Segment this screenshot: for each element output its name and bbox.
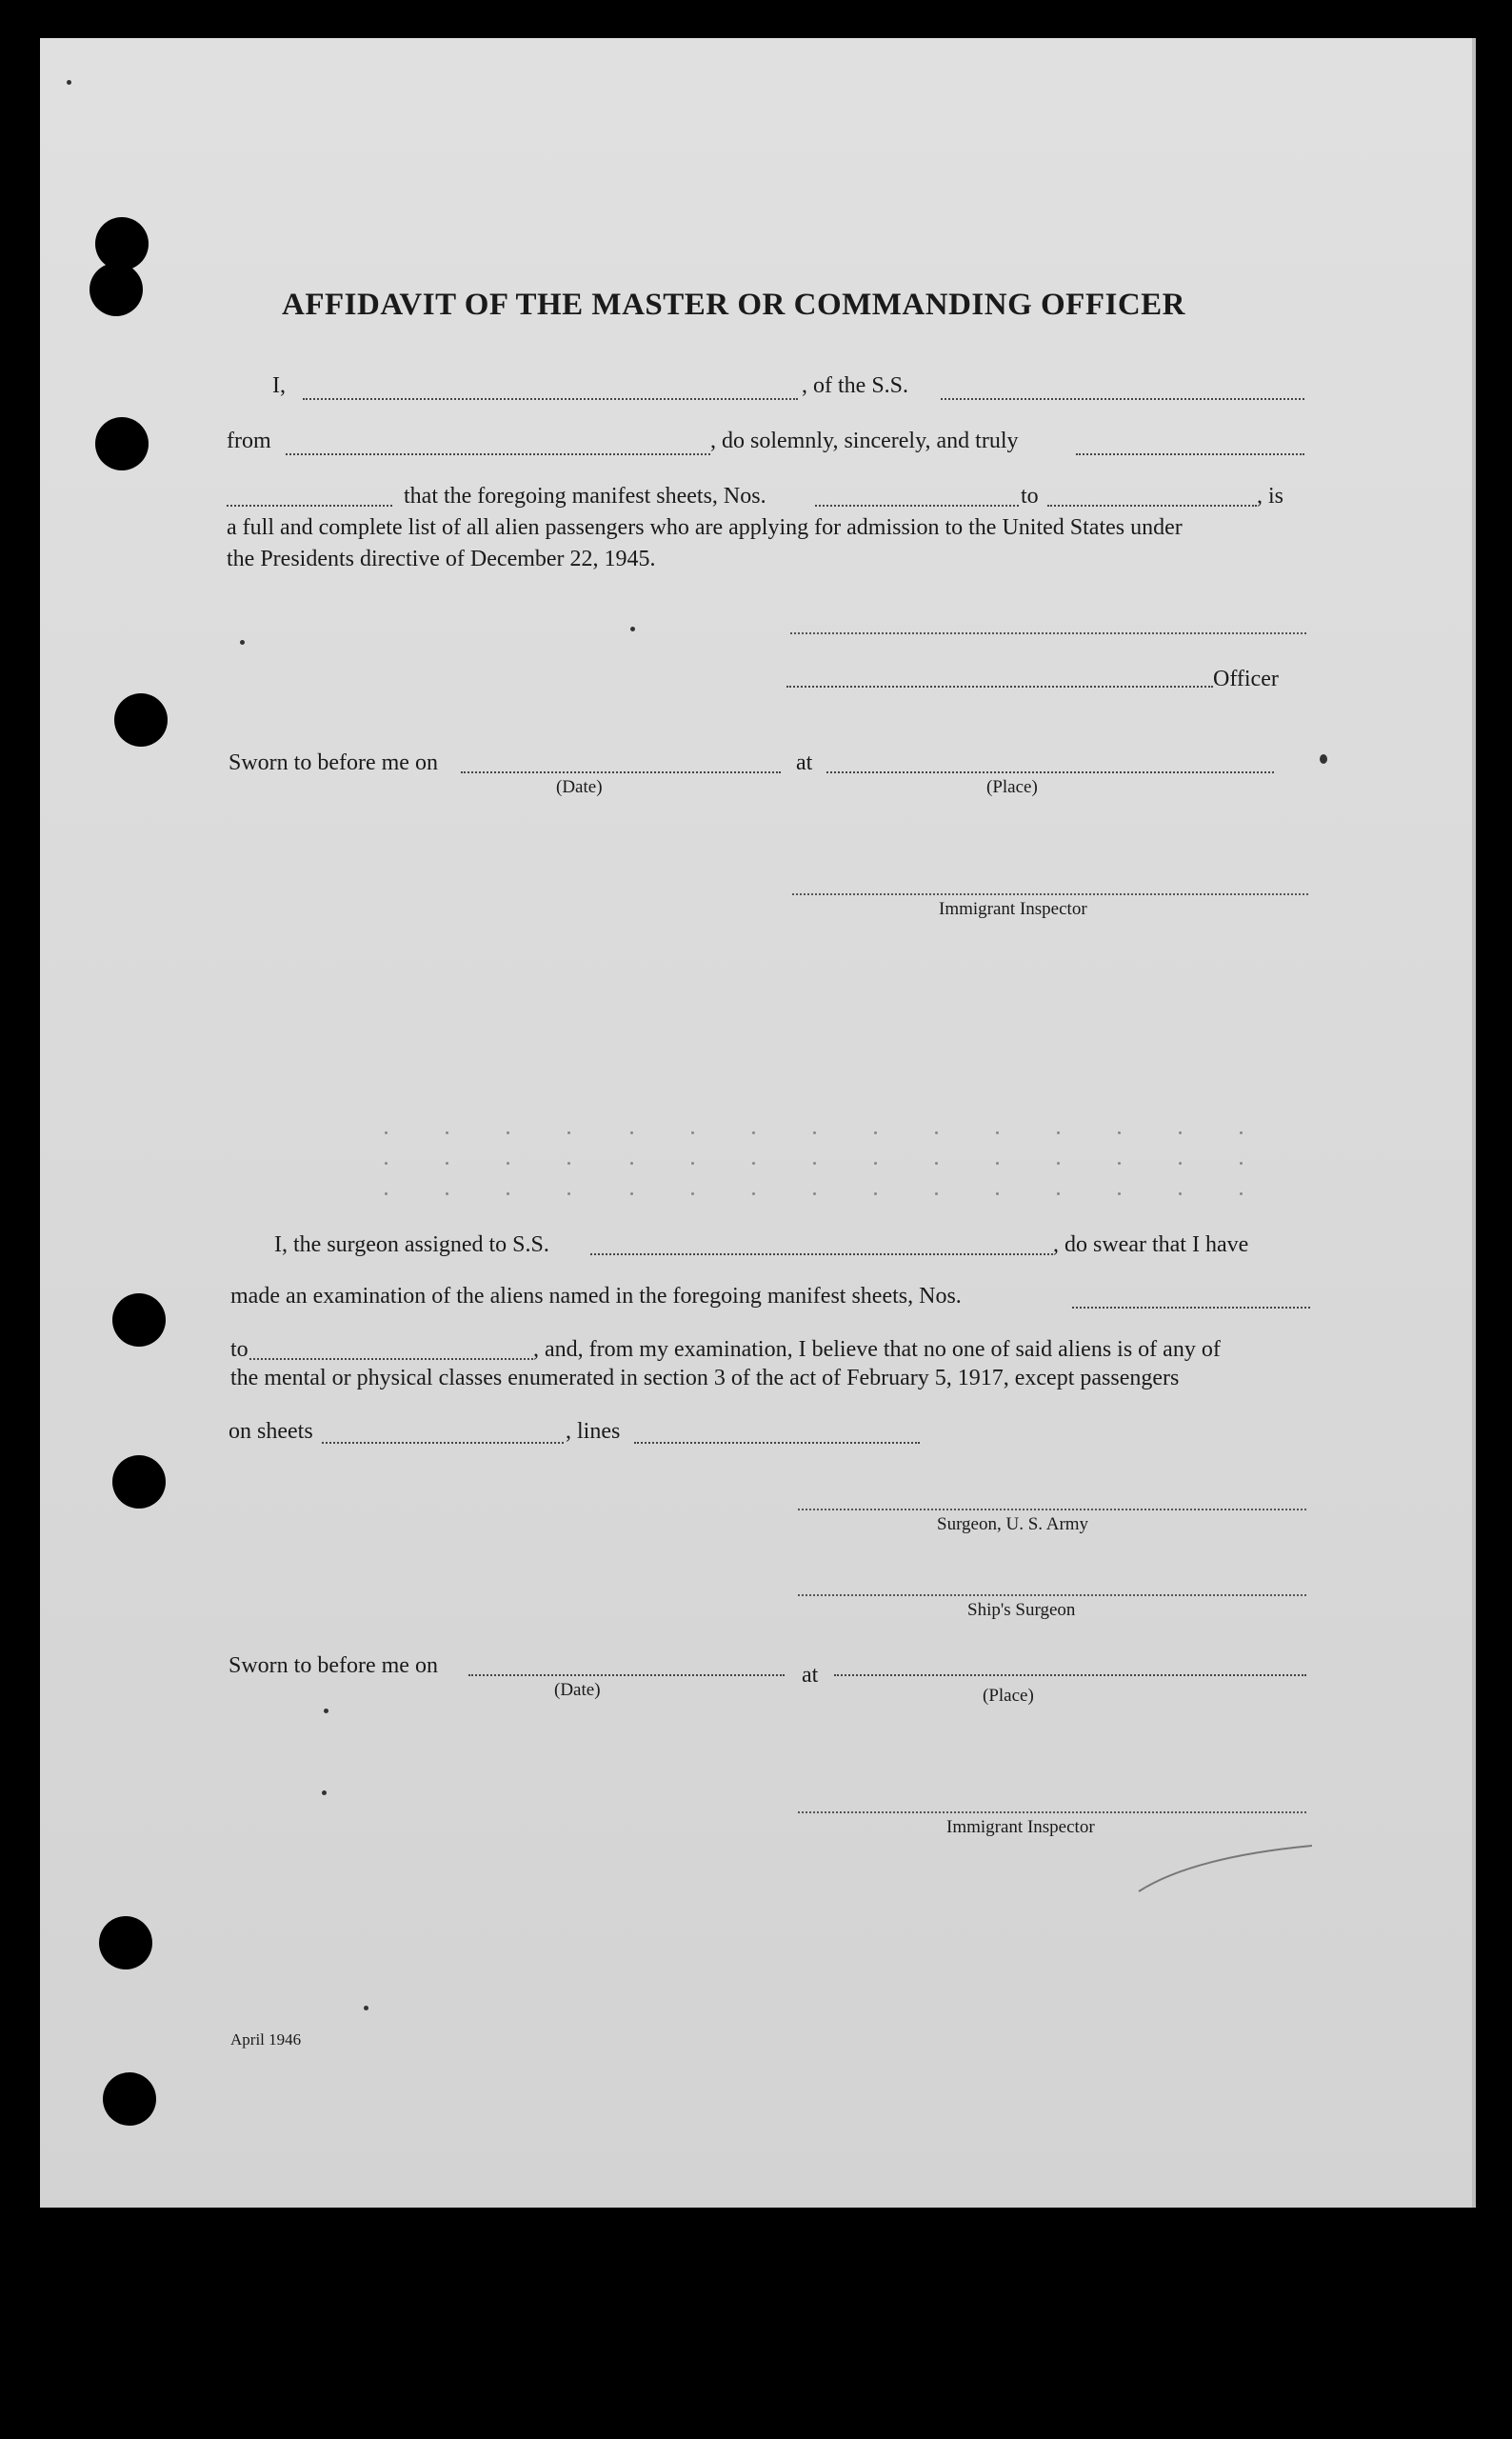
army-surgeon-label: Surgeon, U. S. Army	[937, 1514, 1089, 1534]
master-sworn-place-field[interactable]	[826, 771, 1274, 773]
faint-dot	[691, 1131, 694, 1134]
master-swear-field[interactable]	[1076, 453, 1304, 455]
faint-dot	[1240, 1131, 1243, 1134]
faint-dot	[567, 1192, 570, 1195]
ships-surgeon-signature-line[interactable]	[798, 1594, 1306, 1596]
surgeon-to-label: to	[230, 1337, 249, 1362]
surgeon-ship-field[interactable]	[590, 1253, 1053, 1255]
faint-dot	[446, 1192, 448, 1195]
surgeon-sheets-label: on sheets	[229, 1419, 313, 1444]
surgeon-sworn-date-field[interactable]	[468, 1674, 785, 1676]
faint-dot	[874, 1131, 877, 1134]
faint-dot	[752, 1131, 755, 1134]
master-from-field[interactable]	[286, 453, 710, 455]
form-sheet	[40, 38, 1476, 2208]
faint-dot	[813, 1192, 816, 1195]
faint-dot	[1118, 1192, 1121, 1195]
master-inspector-label: Immigrant Inspector	[939, 899, 1087, 919]
faint-dot	[385, 1162, 388, 1165]
master-ship-field[interactable]	[941, 398, 1304, 400]
faint-dot	[874, 1162, 877, 1165]
faint-dot	[446, 1131, 448, 1134]
master-place-caption: (Place)	[986, 777, 1038, 797]
faint-dot	[813, 1131, 816, 1134]
surgeon-nos-from-field[interactable]	[1072, 1307, 1310, 1309]
scan-speck	[67, 80, 71, 85]
faint-dot	[507, 1131, 509, 1134]
binder-hole	[114, 693, 168, 747]
surgeon-classes-line: the mental or physical classes enumerated in section 3 of the act of February 5, 1917, except passengers	[230, 1366, 1180, 1390]
faint-dot	[446, 1162, 448, 1165]
binder-hole	[112, 1455, 166, 1509]
master-date-caption: (Date)	[556, 777, 603, 797]
binder-hole	[95, 417, 149, 470]
master-statement-line: a full and complete list of all alien passengers who are applying for admission to the United States under	[227, 515, 1183, 540]
faint-dot	[935, 1131, 938, 1134]
faint-dot	[691, 1192, 694, 1195]
faint-dot	[507, 1162, 509, 1165]
surgeon-sworn-place-field[interactable]	[834, 1674, 1306, 1676]
scan-speck	[240, 640, 245, 645]
form-date-footer: April 1946	[230, 2030, 302, 2049]
faint-dot	[752, 1162, 755, 1165]
surgeon-swear-label: , do swear that I have	[1053, 1232, 1249, 1257]
faint-dot	[567, 1162, 570, 1165]
faint-dot	[385, 1192, 388, 1195]
master-nos-from-field[interactable]	[815, 505, 1019, 507]
binder-hole	[99, 1916, 152, 1969]
surgeon-lines-label: , lines	[566, 1419, 621, 1444]
surgeon-sworn-at-label: at	[802, 1663, 819, 1688]
surgeon-date-caption: (Date)	[554, 1680, 601, 1700]
faint-dot	[1179, 1192, 1182, 1195]
officer-label: Officer	[1213, 667, 1279, 691]
master-nos-to-field[interactable]	[1047, 505, 1257, 507]
master-name-field[interactable]	[303, 398, 798, 400]
officer-signature-field[interactable]	[786, 686, 1213, 688]
master-manifest-label: that the foregoing manifest sheets, Nos.	[404, 484, 766, 509]
faint-dot	[752, 1192, 755, 1195]
faint-dot	[507, 1192, 509, 1195]
master-i-label: I,	[272, 373, 286, 398]
faint-dot	[996, 1192, 999, 1195]
faint-dot	[385, 1131, 388, 1134]
master-ship-label: , of the S.S.	[802, 373, 909, 398]
faint-dot	[813, 1162, 816, 1165]
faint-dot	[567, 1131, 570, 1134]
faint-dot	[996, 1162, 999, 1165]
faint-dot	[1057, 1192, 1060, 1195]
faint-dot	[935, 1192, 938, 1195]
pencil-mark	[1135, 1838, 1316, 1895]
faint-dot	[1118, 1162, 1121, 1165]
faint-dot	[630, 1192, 633, 1195]
surgeon-i-label: I, the surgeon assigned to S.S.	[274, 1232, 549, 1257]
surgeon-sheets-field[interactable]	[322, 1442, 564, 1444]
surgeon-sworn-label: Sworn to before me on	[229, 1653, 438, 1678]
master-swear-label: , do solemnly, sincerely, and truly	[710, 429, 1019, 453]
surgeon-nos-to-field[interactable]	[249, 1358, 533, 1360]
scan-speck	[630, 627, 635, 631]
form-title: AFFIDAVIT OF THE MASTER OR COMMANDING OFFICER	[282, 288, 1185, 322]
master-sworn-label: Sworn to before me on	[229, 750, 438, 775]
scan-speck	[364, 2006, 368, 2010]
master-swear-verb-field[interactable]	[227, 505, 392, 507]
master-is-label: , is	[1257, 484, 1284, 509]
faint-dot	[1240, 1192, 1243, 1195]
master-inspector-line[interactable]	[792, 893, 1308, 895]
master-to-label: to	[1021, 484, 1039, 509]
surgeon-place-caption: (Place)	[983, 1686, 1034, 1706]
scan-speck	[1320, 754, 1327, 764]
master-sworn-date-field[interactable]	[461, 771, 781, 773]
binder-hole	[95, 217, 149, 270]
faint-dot	[691, 1162, 694, 1165]
faint-dot	[874, 1192, 877, 1195]
master-signature-line[interactable]	[790, 632, 1306, 634]
faint-dot	[1179, 1131, 1182, 1134]
scan-speck	[324, 1709, 328, 1713]
master-from-label: from	[227, 429, 271, 453]
army-surgeon-signature-line[interactable]	[798, 1509, 1306, 1510]
ships-surgeon-label: Ship's Surgeon	[967, 1600, 1076, 1620]
binder-hole	[112, 1293, 166, 1347]
faint-dot	[630, 1131, 633, 1134]
faint-dot	[1179, 1162, 1182, 1165]
surgeon-belief-line: , and, from my examination, I believe that no one of said aliens is of any of	[533, 1337, 1221, 1362]
faint-dot	[1057, 1131, 1060, 1134]
binder-hole	[90, 263, 143, 316]
surgeon-lines-field[interactable]	[634, 1442, 920, 1444]
master-directive-line: the Presidents directive of December 22, 1945.	[227, 547, 656, 571]
faint-dot	[1057, 1162, 1060, 1165]
scan-speck	[322, 1790, 327, 1795]
surgeon-inspector-line[interactable]	[798, 1811, 1306, 1813]
faint-dot	[1240, 1162, 1243, 1165]
binder-hole	[103, 2072, 156, 2126]
faint-dot	[935, 1162, 938, 1165]
surgeon-exam-line: made an examination of the aliens named in the foregoing manifest sheets, Nos.	[230, 1284, 962, 1309]
faint-dot	[996, 1131, 999, 1134]
surgeon-inspector-label: Immigrant Inspector	[946, 1817, 1095, 1837]
faint-dot	[1118, 1131, 1121, 1134]
master-sworn-at-label: at	[796, 750, 813, 775]
faint-dot	[630, 1162, 633, 1165]
